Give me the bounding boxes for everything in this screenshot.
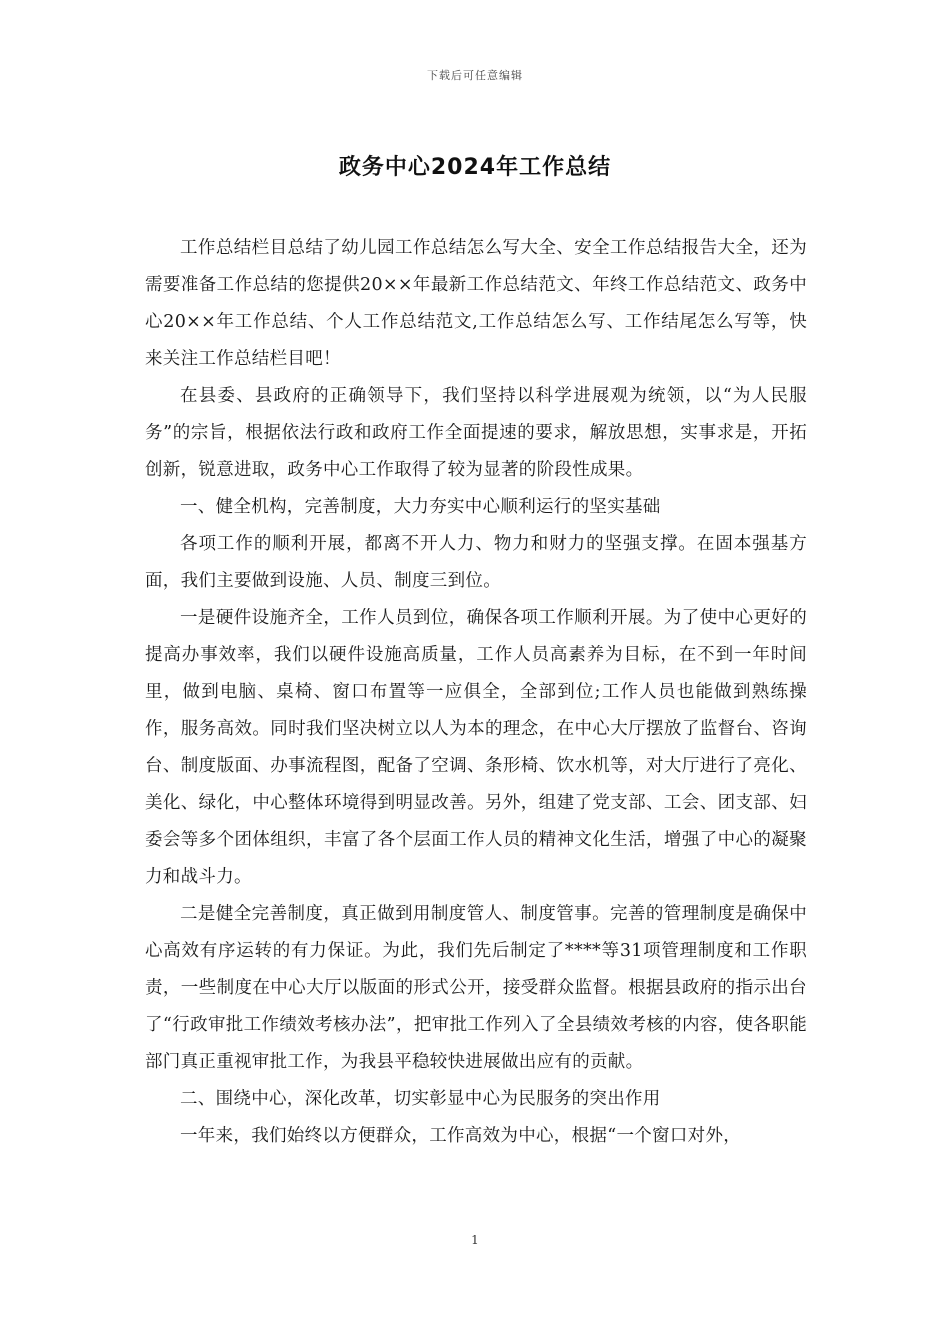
paragraph-foundation: 各项工作的顺利开展，都离不开人力、物力和财力的坚强支撑。在固本强基方面，我们主要做到设施、人员、制度三到位。: [145, 534, 807, 591]
paragraph-intro: 工作总结栏目总结了幼儿园工作总结怎么写大全、安全工作总结报告大全，还为需要准备工作总结的您提供20××年最新工作总结范文、年终工作总结范文、政务中心20××年工作总结、个人工作总结范文,工作总结怎么写、工作结尾怎么写等，快来关注工作总结栏目吧！: [145, 238, 807, 369]
paragraph-overview: 在县委、县政府的正确领导下，我们坚持以科学进展观为统领，以“为人民服务”的宗旨，根据依法行政和政府工作全面提速的要求，解放思想，实事求是，开拓创新，锐意进取，政务中心工作取得了较为显著的阶段性成果。: [145, 386, 807, 480]
document-body: [145, 230, 807, 1155]
page-number: 1: [471, 1233, 479, 1247]
paragraph-systems: 二是健全完善制度，真正做到用制度管人、制度管事。完善的管理制度是确保中心高效有序运转的有力保证。为此，我们先后制定了****等31项管理制度和工作职责，一些制度在中心大厅以版面的形式公开，接受群众监督。根据县政府的指示出台了“行政审批工作绩效考核办法”，把审批工作列入了全县绩效考核的内容，使各职能部门真正重视审批工作，为我县平稳较快进展做出应有的贡献。: [145, 904, 807, 1072]
header-note: 下载后可任意编辑: [427, 69, 523, 82]
paragraph-facilities: 一是硬件设施齐全，工作人员到位，确保各项工作顺利开展。为了使中心更好的提高办事效率，我们以硬件设施高质量，工作人员高素养为目标，在不到一年时间里，做到电脑、桌椅、窗口布置等一应俱全，全部到位;工作人员也能做到熟练操作，服务高效。同时我们坚决树立以人为本的理念，在中心大厅摆放了监督台、咨询台、制度版面、办事流程图，配备了空调、条形椅、饮水机等，对大厅进行了亮化、美化、绿化，中心整体环境得到明显改善。另外，组建了党支部、工会、团支部、妇委会等多个团体组织，丰富了各个层面工作人员的精神文化生活，增强了中心的凝聚力和战斗力。: [145, 608, 807, 887]
paragraph-service: 一年来，我们始终以方便群众，工作高效为中心，根据“一个窗口对外，: [180, 1126, 742, 1146]
section-heading-2: 二、围绕中心，深化改革，切实彰显中心为民服务的突出作用: [180, 1089, 661, 1109]
section-heading-1: 一、健全机构，完善制度，大力夯实中心顺利运行的坚实基础: [180, 497, 661, 517]
document-title: 政务中心2024年工作总结: [338, 155, 612, 180]
